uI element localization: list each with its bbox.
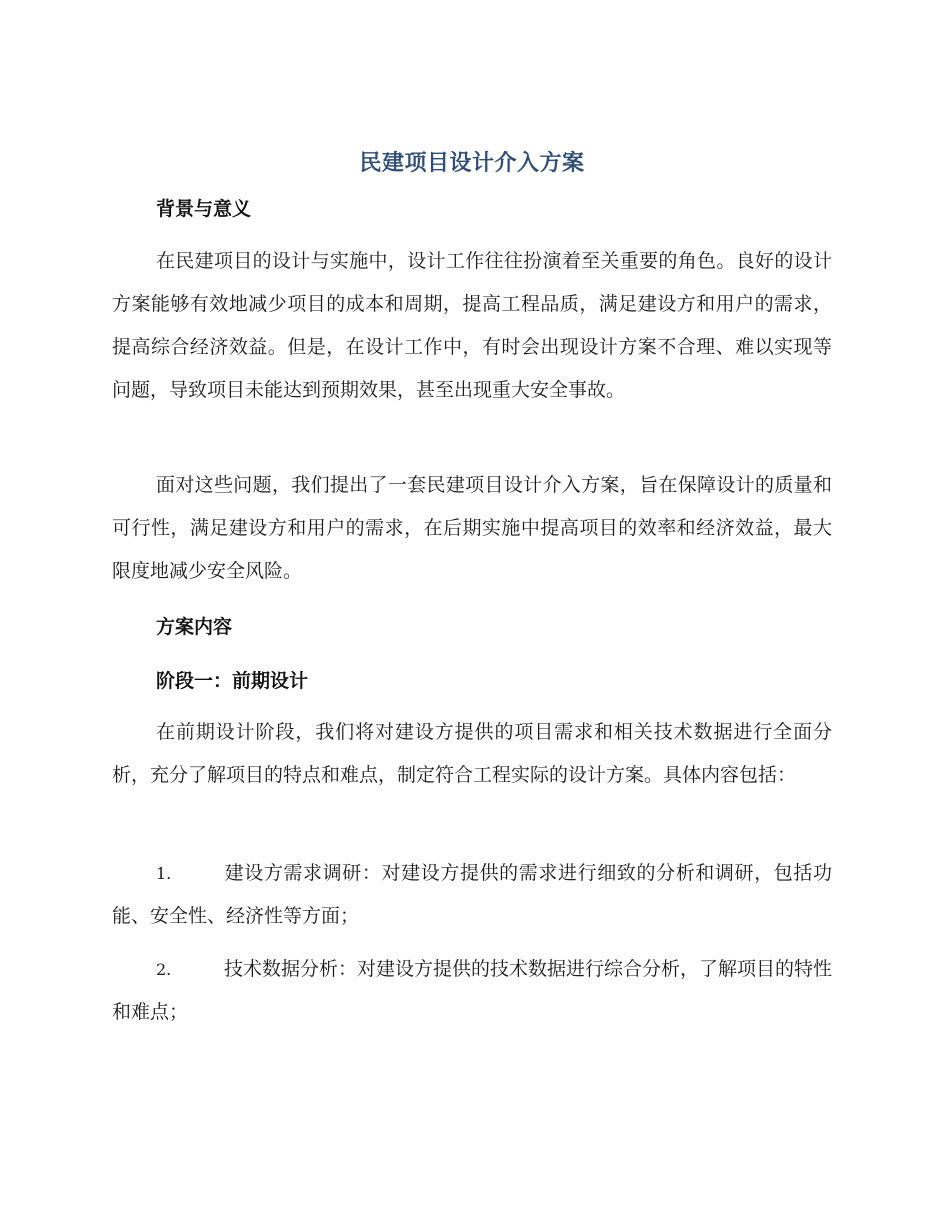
list-item-number: 1. xyxy=(156,864,172,883)
document-title: 民建项目设计介入方案 xyxy=(359,151,585,176)
paragraph-background-1: 在民建项目的设计与实施中，设计工作往往扮演着至关重要的角色。良好的设计方案能够有效地减少项目的成本和周期，提高工程品质，满足建设方和用户的需求，提高综合经济效益。但是，在设计工作中，有时会出现设计方案不合理、难以实现等问题，导致项目未能达到预期效果，甚至出现重大安全事故。 xyxy=(112,250,832,401)
section-heading-stage1: 阶段一：前期设计 xyxy=(156,670,309,692)
paragraph-stage1-1: 在前期设计阶段，我们将对建设方提供的项目需求和相关技术数据进行全面分析，充分了解项目的特点和难点，制定符合工程实际的设计方案。具体内容包括： xyxy=(112,721,832,786)
paragraph-background-2: 面对这些问题，我们提出了一套民建项目设计介入方案，旨在保障设计的质量和可行性，满足建设方和用户的需求，在后期实施中提高项目的效率和经济效益，最大限度地减少安全风险。 xyxy=(112,474,832,582)
list-item xyxy=(112,852,832,938)
list-item-text: 技术数据分析：对建设方提供的技术数据进行综合分析，了解项目的特性和难点； xyxy=(112,958,833,1023)
section-heading-plan: 方案内容 xyxy=(156,616,233,638)
list-item xyxy=(112,948,832,1034)
section-heading-background: 背景与意义 xyxy=(156,198,252,220)
document-page xyxy=(112,0,832,1230)
list-item-text: 建设方需求调研：对建设方提供的需求进行细致的分析和调研，包括功能、安全性、经济性等方面； xyxy=(112,862,832,927)
list-item-number: 2. xyxy=(156,960,172,979)
